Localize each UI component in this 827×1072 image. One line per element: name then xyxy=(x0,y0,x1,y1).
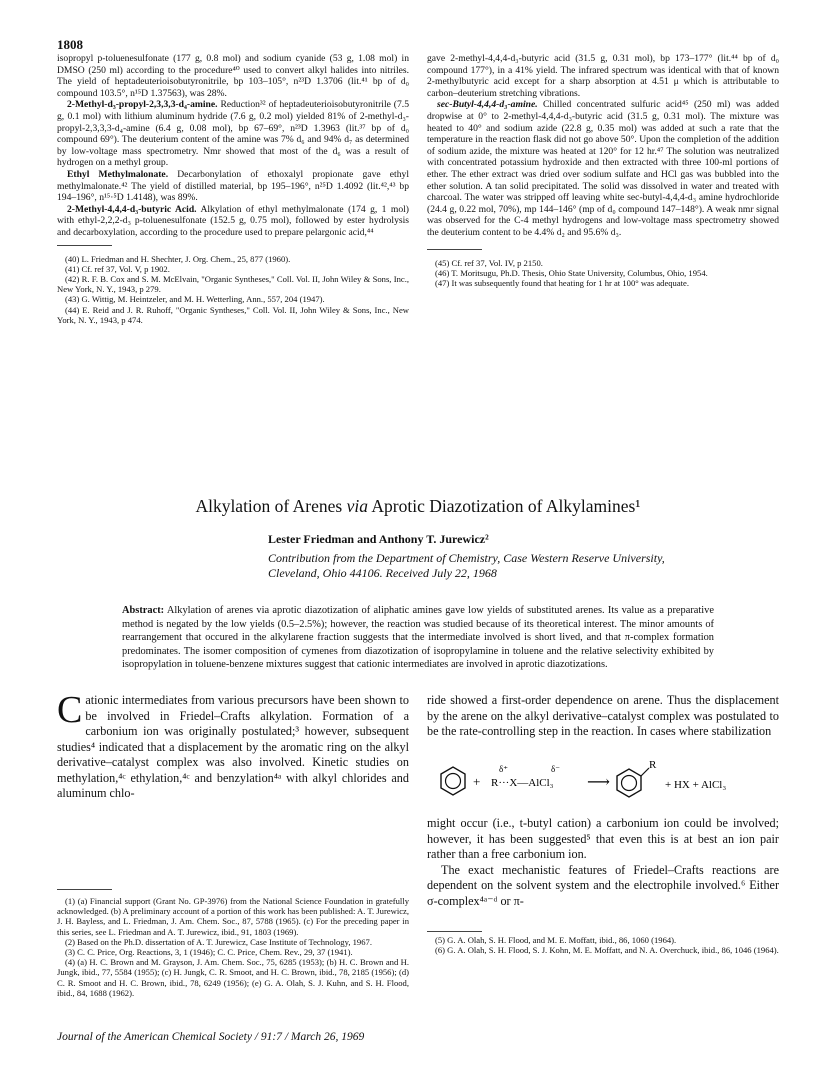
reaction-arrow-icon: ⟶ xyxy=(587,774,610,791)
paragraph: might occur (i.e., t-butyl cation) a carbonium ion could be involved; however, it has been suggested⁵ that even this is at best an ion pair rather than a free carbonium ion. xyxy=(427,816,779,861)
body-right-column-top: ride showed a first-order dependence on arene. Thus the displacement by the arene on the alkyl derivative–catalyst complex was postulated to be the rate-controlling step in the reaction. In cases where stabilization xyxy=(427,693,779,738)
footnote: (1) (a) Financial support (Grant No. GP-3976) from the National Science Foundation in gratefully acknowledged. (b) A preliminary account of a portion of this work has been published: A. T. Jurewicz, J. H. Bayless, and L. Friedman, J. Am. Chem. Soc., 87, 5788 (1965). (c) For the preceding paper in this series, see L. Friedman and A. T. Jurewicz, ibid., 91, 1803 (1969). xyxy=(57,896,409,937)
section-heading: 2-Methyl-d₃-propyl-2,3,3,3-d₄-amine. xyxy=(67,99,218,111)
footnote: (2) Based on the Ph.D. dissertation of A. T. Jurewicz, Case Institute of Technology, 1967. xyxy=(65,936,372,947)
paragraph-text: Chilled concentrated sulfuric acid⁴⁵ (250 ml) was added dropwise at 0° to 2-methyl-4,4,4-d₃-butyric acid (31.5 g, 0.31 mol). The mixture was heated to 40° and sodium azide (22.8 g, 0.35 mol) was added at such a rate that the temperature in the reaction flask did not go above 50°. Upon the completion of the addition of sodium azide, the mixture was heated at 120° for 12 hr.⁴⁷ The solution was neutralized with concentrated potassium hydroxide and then extracted with three 100-ml portions of ether. The ether extract was dried over sodium sulfate and HCl gas was bubbled into the ether solution. A tan solid precipitated. The solid was dissolved in water and treated with charcoal. The water was stripped off leaving white sec-butyl-4,4,4-d₃ amine hydrochloride (24.4 g, 0.22 mol, 70%), mp 144–146° (mp of d₀ compound 147–148°). A weak nmr signal was observed for the C-4 methyl hydrogens and low-voltage mass spectrometry showed the deuterium content to be 4.4% d₂ and 95.6% d₃. xyxy=(427,99,779,238)
footnote: (5) G. A. Olah, S. H. Flood, and M. E. Moffatt, ibid., 86, 1060 (1964). xyxy=(435,935,677,945)
top-left-column xyxy=(57,53,409,325)
delta-plus: δ⁺ xyxy=(499,764,508,774)
abstract-text: Alkylation of arenes via aprotic diazotization of aliphatic amines gave low yields of substituted arenes. Its value as a preparative method is negated by the low yields (0.5–2.5%); however, the reaction was studied because of its theoretical interest. The minor amounts of rearrangement that occured in the alkylarene fraction suggests that the intermediate involved is short lived, and that π-complex formation predominates. The isomer composition of cymenes from diazotization of isopropylamine in toluene and the relative selectivity exhibited by isopropylation in toluene-benzene mixtures suggest that cationic intermediates are involved in aprotic diazotizations. xyxy=(122,605,714,671)
reaction-scheme xyxy=(427,758,779,812)
body-right-column-bottom xyxy=(427,816,779,909)
journal-footer: Journal of the American Chemical Society / 91:7 / March 26, 1969 xyxy=(57,1031,365,1043)
affiliation-line: Cleveland, Ohio 44106. Received July 22, 1968 xyxy=(268,566,497,580)
top-right-column xyxy=(427,53,779,288)
reference: (42) R. F. B. Cox and S. M. McElvain, "Organic Syntheses," Coll. Vol. II, John Wiley & Sons, Inc., New York, N. Y., 1943, p 279. xyxy=(57,273,409,295)
title-text-italic: via xyxy=(346,496,368,516)
reference: (45) Cf. ref 37, Vol. IV, p 2150. xyxy=(435,257,543,268)
reference: (46) T. Moritsugu, Ph.D. Thesis, Ohio State University, Columbus, Ohio, 1954. xyxy=(435,267,708,278)
footnote: (3) C. C. Price, Org. Reactions, 3, 1 (1946); C. C. Price, Chem. Rev., 29, 37 (1941). xyxy=(65,947,353,958)
footnote-divider xyxy=(57,245,112,246)
footnotes-left xyxy=(57,896,409,998)
article-title xyxy=(57,496,779,517)
abstract-label: Abstract: xyxy=(122,605,165,616)
footnote: (6) G. A. Olah, S. H. Flood, S. J. Kohn, M. E. Moffatt, and N. A. Overchuck, ibid., 86, 1046 (1964). xyxy=(435,945,779,956)
reagent-complex: R···X—AlCl₃ xyxy=(491,777,554,789)
paragraph-text: Decarbonylation of ethoxalyl propionate gave ethyl methylmalonate.⁴² The yield of distilled material, bp 195–196°, n²⁵D 1.4092 (lit.⁴²,⁴³ bp 194–196°, n¹⁵·⁵D 1.4148), was 89%. xyxy=(57,168,409,204)
alkylbenzene-icon xyxy=(617,768,649,797)
r-group-label: R xyxy=(649,759,657,771)
footnote-divider xyxy=(427,931,482,932)
reference: (40) L. Friedman and H. Shechter, J. Org. Chem., 25, 877 (1960). xyxy=(65,253,291,264)
paragraph xyxy=(57,99,409,169)
plus-sign: + xyxy=(473,774,481,789)
footnote-divider xyxy=(427,249,482,250)
paragraph xyxy=(57,204,409,239)
authors: Lester Friedman and Anthony T. Jurewicz² xyxy=(268,532,489,546)
paragraph-text: Alkylation of ethyl methylmalonate (174 g, 1 mol) with ethyl-2,2,2-d₃ p-toluenesulfonate (152.5 g, 0.75 mol), followed by ester hydrolysis and decarboxylation, according to the procedure used to prepare pelargonic acid,⁴⁴ xyxy=(57,203,409,238)
section-heading: 2-Methyl-4,4,4-d₃-butyric Acid. xyxy=(67,203,197,215)
paragraph-text: ationic intermediates from various precursors have been shown to be involved in Friedel–Crafts alkylation. Formation of a carbonium ion was originally postulated;³ however, subsequent studies⁴ indicated that a displacement by the aromatic ring on the alkyl derivative–catalyst complex was also involved. Kinetic studies on methylation,⁴ᶜ ethylation,⁴ᶜ and benzylation⁴ᵃ with alkyl chlorides and aluminum chlo- xyxy=(57,693,409,800)
body-left-column xyxy=(57,689,409,802)
reference: (43) G. Wittig, M. Heintzeler, and M. H. Wetterling, Ann., 557, 204 (1947). xyxy=(65,294,325,305)
delta-minus: δ⁻ xyxy=(551,764,560,774)
drop-cap: C xyxy=(57,689,83,731)
footnote: (4) (a) H. C. Brown and M. Grayson, J. Am. Chem. Soc., 75, 6285 (1953); (b) H. C. Brown and H. Jungk, ibid., 77, 5584 (1955); (c) H. Jungk, C. R. Smoot, and H. C. Brown, ibid., 78, 2185 (1956); (d) C. R. Smoot and H. C. Brown, ibid., 78, 6249 (1956); (e) G. A. Olah, S. J. Kuhn, and S. H. Flood, ibid., 84, 1688 (1962). xyxy=(57,957,409,998)
section-heading: sec-Butyl-4,4,4-d₃-amine. xyxy=(437,99,538,111)
title-text: Aprotic Diazotization of Alkylamines¹ xyxy=(367,496,641,516)
paragraph xyxy=(57,169,409,204)
reference-list xyxy=(57,254,409,325)
paragraph: isopropyl p-toluenesulfonate (177 g, 0.8 mol) and sodium cyanide (53 g, 1.08 mol) in DMSO (250 ml) according to the procedure⁴⁰ used to convert alkyl halides into nitriles. The yield of heptadeuterioisobutyronitrile, bp 103–105°, n²³D 1.3706 (lit.⁴¹ bp of d₀ compound 103.5°, n¹⁵D 1.37563), was 28%. xyxy=(57,53,409,99)
paragraph: gave 2-methyl-4,4,4-d₃-butyric acid (31.5 g, 0.31 mol), bp 173–177° (lit.⁴⁴ bp of d₀ compound 177°), in a 41% yield. The infrared spectrum was identical with that of known 2-methylbutyric acid except for a sharp absorption at 4.51 μ which is attributable to carbon–deuterium stretching vibrations. xyxy=(427,53,779,99)
title-text: Alkylation of Arenes xyxy=(195,496,347,516)
benzene-ring-icon xyxy=(441,767,465,795)
reference: (44) E. Reid and J. R. Ruhoff, "Organic Syntheses," Coll. Vol. II, John Wiley & Sons, Inc., New York, N. Y., 1943, p 474. xyxy=(57,304,409,325)
affiliation xyxy=(268,551,788,581)
footnotes-right xyxy=(427,935,779,955)
reference-list xyxy=(427,258,779,289)
paragraph-text: Reduction³² of heptadeuterioisobutyronitrile (7.5 g, 0.1 mol) with lithium aluminum hydride (7.6 g, 0.2 mol) yielded 81% of 2-methyl-d₃-propyl-2,3,3,3-d₄-amine (6.4 g, 0.08 mol), bp 67–69°, n²³D 1.3963 (lit.³⁷ bp of d₀ compound 69°). The deuterium content of the amine was 7% d₆ and 94% d₇ as determined by low-voltage mass spectrometry. Nmr showed that most of the d₆ was a result of hydrogen on a methyl group. xyxy=(57,99,409,169)
footnote-divider xyxy=(57,889,112,890)
abstract xyxy=(122,604,714,672)
page-number: 1808 xyxy=(57,37,83,52)
paragraph: The exact mechanistic features of Friedel–Crafts reactions are dependent on the solvent system and the electrophile involved.⁶ Either σ-complex⁴ᵃ⁻ᵈ or π- xyxy=(427,862,779,908)
paragraph xyxy=(427,99,779,238)
section-heading: Ethyl Methylmalonate. xyxy=(67,168,169,180)
reference: (47) It was subsequently found that heating for 1 hr at 100° was adequate. xyxy=(435,277,690,288)
affiliation-line: Contribution from the Department of Chemistry, Case Western Reserve University, xyxy=(268,551,665,565)
products: + HX + AlCl₃ xyxy=(665,779,727,791)
reference: (41) Cf. ref 37, Vol. V, p 1902. xyxy=(65,263,170,274)
